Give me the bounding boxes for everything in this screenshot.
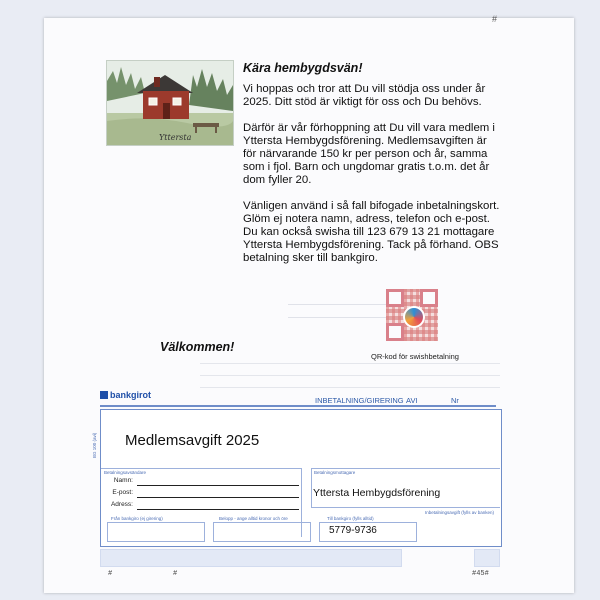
email-label: E-post: bbox=[112, 489, 133, 496]
ocr-field bbox=[100, 549, 402, 567]
ocr-mark: # bbox=[108, 570, 113, 578]
to-bankgiro-label: Till bankgiro (fylls alltid) bbox=[327, 516, 374, 521]
from-bankgiro-label: Från bankgiro (ej girering) bbox=[111, 516, 163, 521]
show-through-text bbox=[288, 300, 398, 330]
ocr-field bbox=[474, 549, 500, 567]
recipient-label: Betalningsmottagare bbox=[314, 470, 356, 475]
painting-caption: Yttersta bbox=[159, 133, 192, 142]
closing-text: Välkommen! bbox=[160, 340, 235, 354]
fold-mark: # bbox=[492, 14, 498, 24]
letter-paragraph: Vänligen använd i så fall bifogade inbetalningskort. Glöm ej notera namn, adress, telefon och e-post. Du kan också swisha till 123 679 13 21 mottagare Yttersta Hembygdsförening. Tack på förhand. OBS betalning sker till bankgiro. bbox=[243, 199, 500, 265]
address-field[interactable] bbox=[137, 509, 299, 510]
qr-finder-pattern bbox=[386, 289, 404, 307]
from-bankgiro-field[interactable] bbox=[107, 522, 205, 542]
bankgiro-number: 5779-9736 bbox=[329, 525, 377, 536]
recipient-name: Yttersta Hembygdsförening bbox=[313, 487, 441, 499]
slip-header-rule bbox=[100, 405, 496, 407]
email-field[interactable] bbox=[137, 497, 299, 498]
name-field[interactable] bbox=[137, 485, 299, 486]
letter-body bbox=[243, 62, 503, 278]
slip-title: Medlemsavgift 2025 bbox=[125, 432, 260, 449]
bankgirot-logo bbox=[100, 390, 151, 400]
name-label: Namn: bbox=[113, 477, 133, 484]
amount-label: Belopp - ange alltid kronor och öre bbox=[219, 516, 288, 521]
letter-paragraph: Vi hoppas och tror att Du vill stödja oss under år 2025. Ditt stöd är viktigt för oss och Du behövs. bbox=[243, 83, 486, 109]
qr-finder-pattern bbox=[386, 323, 404, 341]
amount-field[interactable] bbox=[213, 522, 311, 542]
letter-paragraph: Därför är vår förhoppning att Du vill vara medlem i Yttersta Hembygdsförening. Medlemsavgiften är för närvarande 150 kr per person och år, samma som i fjol. Barn och ungdomar gratis t.o.m. det år dom fyller 20. bbox=[243, 121, 495, 187]
address-label: Adress: bbox=[110, 501, 133, 508]
fee-label: Inbetalningsavgift (fylls av banken) bbox=[425, 510, 495, 515]
slip-header: INBETALNING/GIRERING bbox=[315, 396, 404, 405]
qr-finder-pattern bbox=[420, 289, 438, 307]
bankgirot-logo-icon bbox=[100, 391, 108, 399]
ocr-mark: #45# bbox=[472, 570, 489, 578]
slip-side-code: BG 100 (avi) bbox=[92, 432, 97, 458]
payer-label: Betalningsavsändare bbox=[104, 470, 147, 475]
bankgirot-logo-text: bankgirot bbox=[110, 390, 152, 400]
slip-header-type: AVI bbox=[406, 396, 418, 405]
payment-slip bbox=[100, 409, 502, 547]
house-painting bbox=[106, 60, 234, 146]
qr-label: QR-kod för swishbetalning bbox=[371, 352, 459, 361]
show-through-text bbox=[200, 360, 500, 399]
letter-greeting: Kära hembygdsvän! bbox=[243, 61, 363, 75]
ocr-mark: # bbox=[173, 570, 178, 578]
swish-logo-icon bbox=[403, 306, 425, 328]
slip-header-nr: Nr bbox=[451, 396, 459, 405]
swish-qr-code bbox=[386, 289, 438, 341]
